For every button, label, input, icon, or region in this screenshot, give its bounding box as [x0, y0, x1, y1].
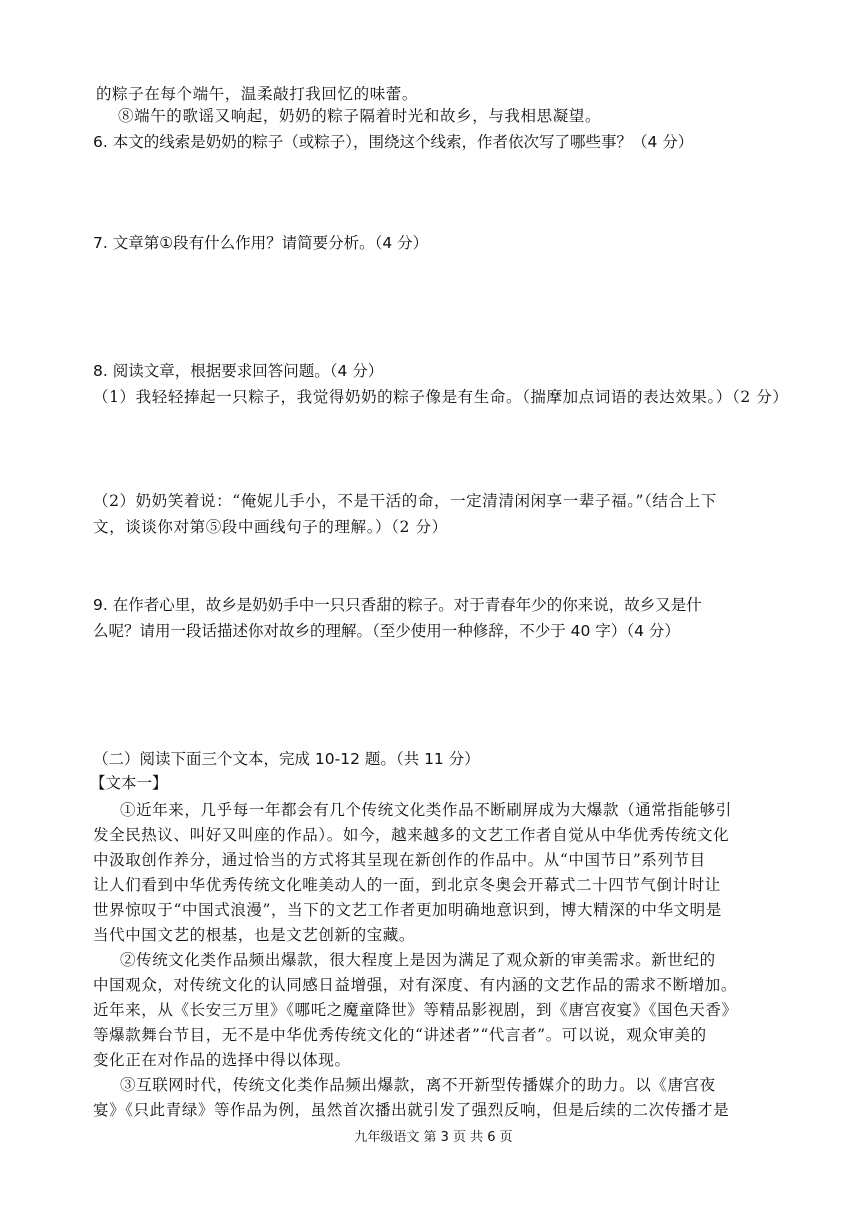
- passage-line-2: ⑧端午的歌谣又响起，奶奶的粽子隔着时光和故乡，与我相思凝望。: [118, 107, 602, 125]
- section-2-heading: （二）阅读下面三个文本，完成 10-12 题。（共 11 分）: [93, 750, 480, 768]
- paragraph-1-line-6: 当代中国文艺的根基，也是文艺创新的宝藏。: [93, 926, 416, 944]
- question-6: 6. 本文的线索是奶奶的粽子（或粽子），围绕这个线索，作者依次写了哪些事？（4 分）: [93, 133, 694, 151]
- paragraph-2-line-5: 变化正在对作品的选择中得以体现。: [93, 1051, 351, 1069]
- passage-line-1: 的粽子在每个端午，温柔敲打我回忆的味蕾。: [96, 85, 419, 103]
- question-8-sub-2-line-2: 文，谈谈你对第⑤段中画线句子的理解。）（2 分）: [93, 518, 448, 536]
- question-9-line-2: 么呢？请用一段话描述你对故乡的理解。（至少使用一种修辞，不少于 40 字）（4 分）: [93, 622, 680, 640]
- paragraph-2-line-1: ②传统文化类作品频出爆款，很大程度上是因为满足了观众新的审美需求。新世纪的: [120, 951, 716, 969]
- paragraph-1-line-1: ①近年来，几乎每一年都会有几个传统文化类作品不断刷屏成为大爆款（通常指能够引: [120, 801, 732, 819]
- paragraph-1-line-2: 发全民热议、叫好又叫座的作品）。如今，越来越多的文艺工作者自觉从中华优秀传统文化: [93, 826, 730, 844]
- paragraph-1-line-5: 世界惊叹于“中国式浪漫”，当下的文艺工作者更加明确地意识到，博大精深的中华文明是: [93, 901, 722, 919]
- paragraph-1-line-4: 让人们看到中华优秀传统文化唯美动人的一面，到北京冬奥会开幕式二十四节气倒计时让: [93, 876, 721, 894]
- paragraph-1-line-3: 中汲取创作养分，通过恰当的方式将其呈现在新创作的作品中。从“中国节日”系列节目: [93, 851, 706, 869]
- paragraph-2-line-3: 近年来，从《长安三万里》《哪吒之魔童降世》等精品影视剧，到《唐宫夜宴》《国色天香》: [93, 1001, 738, 1019]
- question-8-sub-1: （1）我轻轻捧起一只粽子，我觉得奶奶的粽子像是有生命。（揣摩加点词语的表达效果。）（2 分）: [93, 388, 789, 406]
- paragraph-3-line-1: ③互联网时代，传统文化类作品频出爆款，离不开新型传播媒介的助力。以《唐宫夜: [120, 1076, 716, 1094]
- paragraph-2-line-2: 中国观众，对传统文化的认同感日益增强，对有深度、有内涵的文艺作品的需求不断增加。: [93, 976, 738, 994]
- paragraph-2-line-4: 等爆款舞台节目，无不是中华优秀传统文化的“讲述者”“代言者”。可以说，观众审美的: [93, 1026, 707, 1044]
- text-1-label: 【文本一】: [90, 774, 168, 792]
- page-footer: 九年级语文 第 3 页 共 6 页: [354, 1130, 513, 1145]
- question-7: 7. 文章第①段有什么作用？请简要分析。（4 分）: [93, 234, 429, 252]
- question-8-title: 8. 阅读文章，根据要求回答问题。（4 分）: [93, 362, 384, 380]
- question-9-line-1: 9. 在作者心里，故乡是奶奶手中一只只香甜的粽子。对于青春年少的你来说，故乡又是什: [93, 596, 702, 614]
- question-8-sub-2-line-1: （2）奶奶笑着说：“俺妮儿手小，不是干活的命，一定清清闲闲享一辈子福。”（结合上下: [93, 492, 717, 510]
- paragraph-3-line-2: 宴》《只此青绿》等作品为例，虽然首次播出就引发了强烈反响，但是后续的二次传播才是: [93, 1101, 730, 1119]
